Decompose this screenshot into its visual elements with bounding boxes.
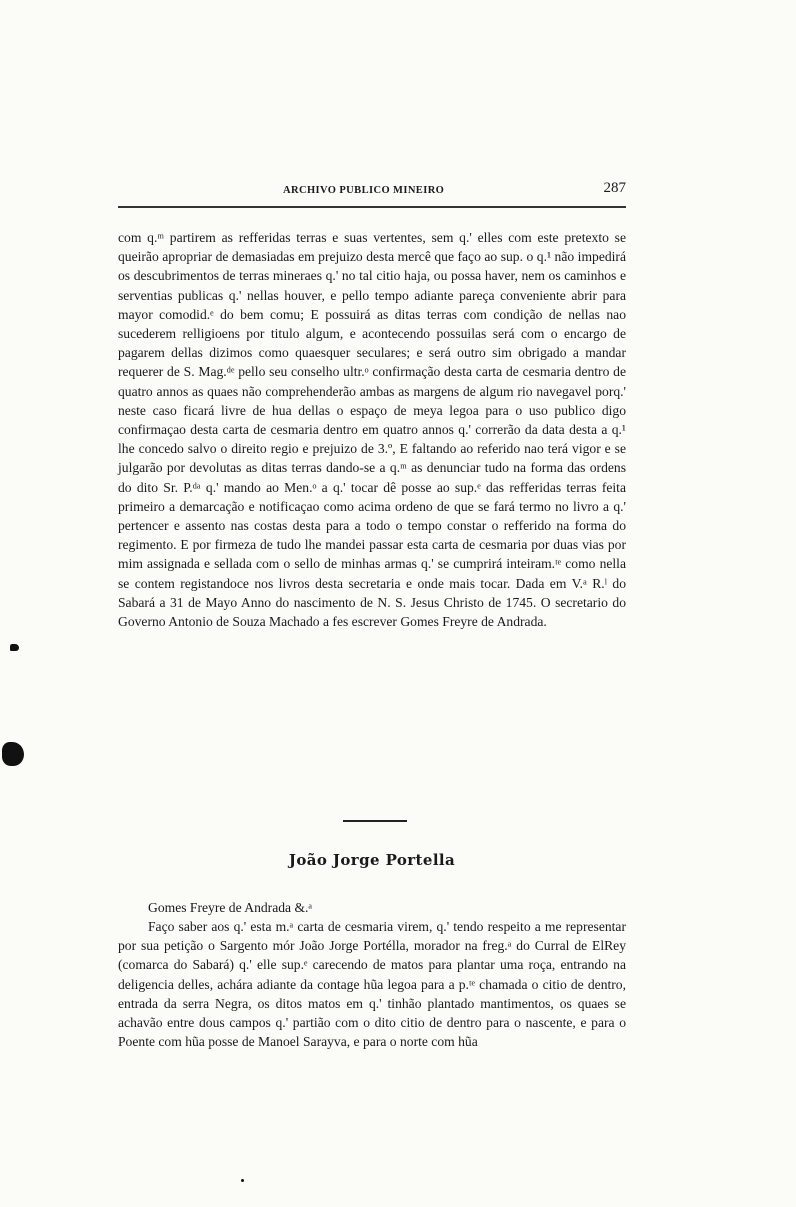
ink-speck [241,1179,244,1182]
ink-blot [2,742,24,766]
salutation-paragraph [118,898,626,917]
salutation-text: Gomes Freyre de Andrada &.ᵃ [148,900,313,915]
second-grant-paragraph [118,917,626,1051]
section-title: João Jorge Portella [288,851,456,869]
page-header [118,180,626,204]
grant-text: com q.ᵐ partirem as refferidas terras e suas vertentes, sem q.' elles com este pretexto se queirão apropriar de demasiadas em prejuizo desta mercê que faço ao sup. o q.¹ não impedirá os descubrimentos de terras mineraes q.' no tal citio haja, ou possa haver, nem os caminhos e serventias publicas q.' nellas houver, e pello tempo adiante pareça conveniente abrir para mayor comodid.ᵉ do bem comu; E possuirá as ditas terras com condição de nellas nao sucederem relligioens por titulo algum, e acontecendo possuilas será com o encargo de pagarem dellas dizimos como quaesquer seculares; e será outro sim obrigado a mandar requerer de S. Mag.ᵈᵉ pello seu conselho ultr.ᵒ confirmação desta carta de cesmaria dentro de quatro annos as quaes não comprehenderão ambas as margens de algum rio navegavel porq.' neste caso ficará livre de hua dellas o espaço de meya legoa para o uso publico digo confirmaçao desta carta de cesmaria dentro em quatro annos q.' correrão da data desta a q.¹ lhe concedo salvo o direito regio e prejuizo de 3.º, E faltando ao referido nao terá vigor e se julgarão por devolutas as ditas terras dando-se a q.ᵐ as denunciar tudo na forma das ordens do dito Sr. P.ᵈᵃ q.' mando ao Men.ᵒ a q.' tocar dê posse ao sup.ᵉ das refferidas terras feita primeiro a demarcação e notificaçao como acima ordeno de que se fará termo no livro a q.' pertencer e assento nas costas desta para a todo o tempo constar o refferido na forma do regimento. E por firmeza de tudo lhe mandei passar esta carta de cesmaria por duas vias por mim assignada e sellada com o sello de minhas armas q.' se cumprirá inteiram.ᵗᵉ como nella se contem registandoce nos livros desta secretaria e onde mais tocar. Dada em V.ᵃ R.ˡ do Sabará a 31 de Mayo Anno do nascimento de N. S. Jesus Christo de 1745. O secretario do Governo Antonio de Souza Machado a fes escrever Gomes Freyre de Andrada. [118,230,626,630]
second-grant-text: Faço saber aos q.' esta m.ᵃ carta de cesmaria virem, q.' tendo respeito a me representar por sua petição o Sargento mór João Jorge Portélla, morador na freg.ᵃ do Curral de ElRey (comarca do Sabará) q.' elle sup.ᵉ carecendo de matos para plantar uma roça, entrando na deligencia delles, achára adiante da contage hũa legoa para a p.ᵗᵉ chamada o citio de dentro, entrada da serra Negra, os ditos matos em q.' tinhão plantado mantimentos, os quaes se achavão entre dous campos q.' partião com o dito citio de dentro para o nascente, e para o Poente com hũa posse de Manoel Sarayva, e para o norte com hũa [118,919,626,1050]
running-title: ARCHIVO PUBLICO MINEIRO [283,185,445,196]
page-number: 287 [603,180,626,196]
section-separator [343,820,407,822]
ink-blot [10,644,19,651]
header-rule [118,206,626,208]
grant-paragraph [118,228,626,631]
